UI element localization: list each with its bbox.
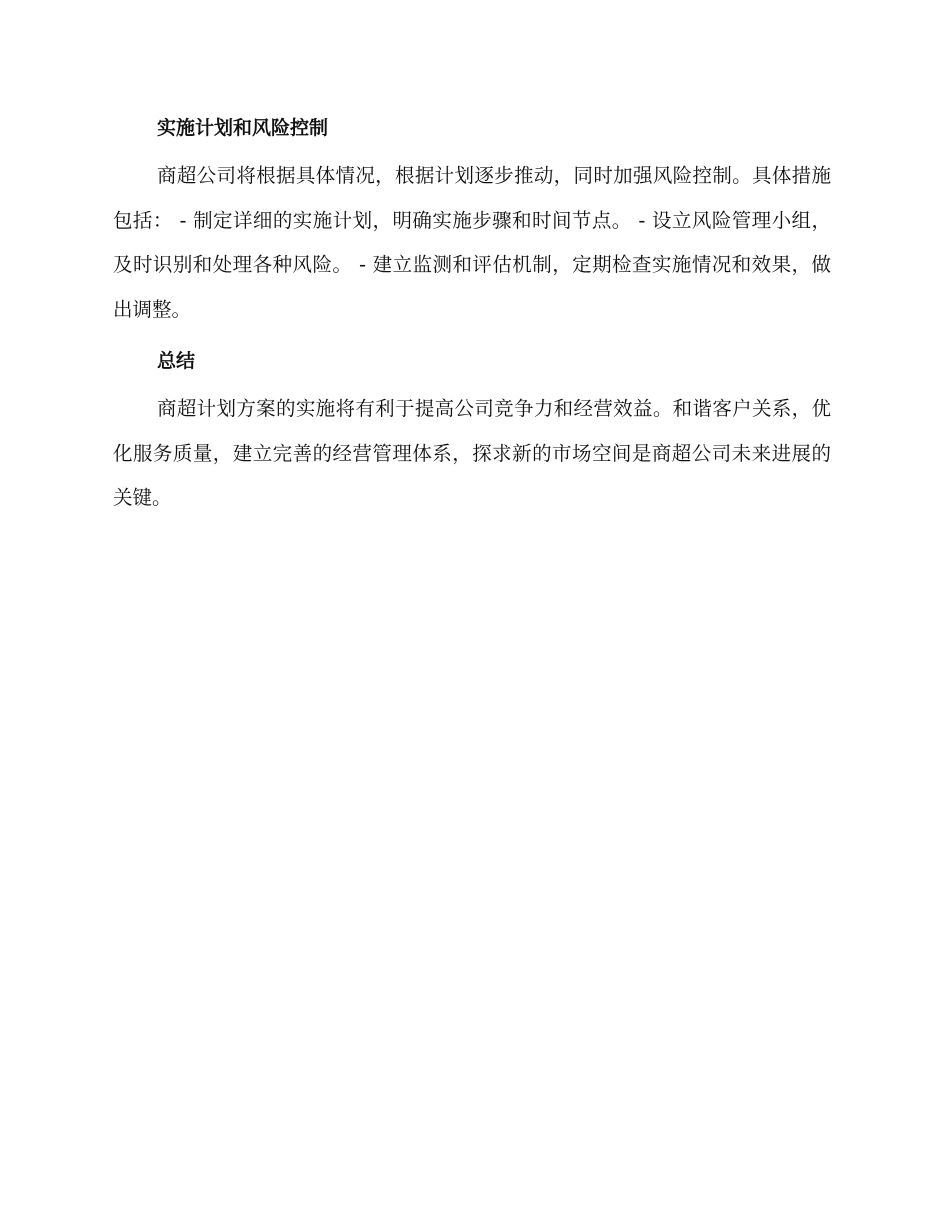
section-body-implementation: 商超公司将根据具体情况，根据计划逐步推动，同时加强风险控制。具体措施包括： - 制定详细的实施计划，明确实施步骤和时间节点。 - 设立风险管理小组，及时识别和处理各种风险。 - 建立监测和评估机制，定期检查实施情况和效果，做出调整。	[113, 164, 831, 322]
document-page	[113, 112, 831, 521]
section-body-summary: 商超计划方案的实施将有利于提高公司竞争力和经营效益。和谐客户关系，优化服务质量，建立完善的经营管理体系，探求新的市场空间是商超公司未来进展的关键。	[113, 396, 831, 510]
section-heading-summary: 总结	[157, 349, 196, 372]
section-heading-implementation: 实施计划和风险控制	[157, 117, 329, 139]
